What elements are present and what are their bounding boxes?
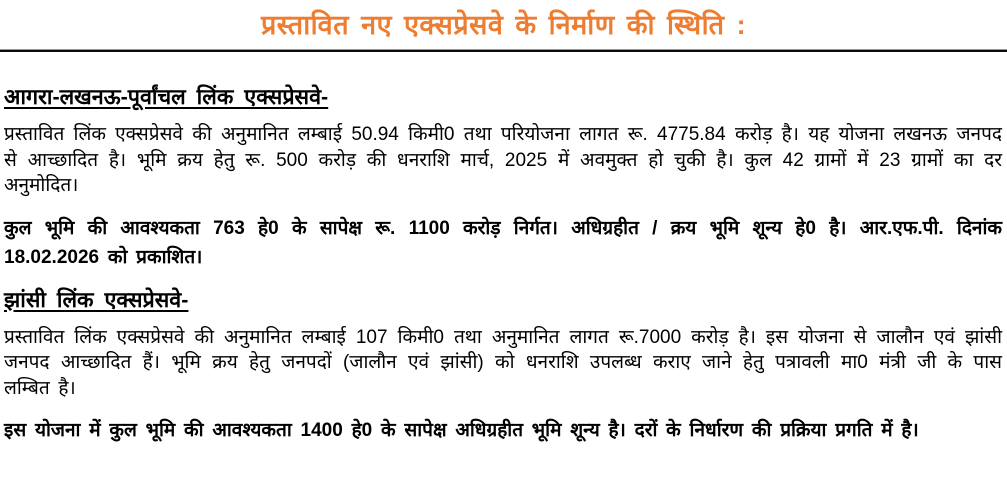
paragraph-land-requirement-bold: कुल भूमि की आवश्यकता 763 हे0 के सापेक्ष रू. 1100 करोड़ निर्गत। अधिग्रहीत / क्रय भूमि शून्य हे0 है। आर.एफ.पी. दिनांक 18.02.2026 को प्रकाशित। xyxy=(4,217,1002,268)
section-agra-lucknow-purvanchal-expressway xyxy=(4,82,1002,272)
section-jhansi-expressway xyxy=(4,285,1002,446)
paragraph-land-requirement-bold: इस योजना में कुल भूमि की आवश्यकता 1400 हे0 के सापेक्ष अधिग्रहीत भूमि शून्य है। दरों के निर्धारण की प्रक्रिया प्रगति में है। xyxy=(4,420,919,441)
paragraph-project-details: प्रस्तावित लिंक एक्सप्रेसवे की अनुमानित लम्बाई 107 किमी0 तथा अनुमानित लागत रू.7000 करोड़ है। इस योजना से जालौन एवं झांसी जनपद आच्छादित हैं। भूमि क्रय हेतु जनपदों (जालौन एवं झांसी) को धनराशि उपलब्ध कराए जाने हेतु पत्रावली मा0 मंत्री जी के पास लम्बित है। xyxy=(4,326,1002,399)
document-title: प्रस्तावित नए एक्सप्रेसवे के निर्माण की स्थिति : xyxy=(260,10,747,40)
section-heading-jhansi: झांसी लिंक एक्सप्रेसवे- xyxy=(4,287,189,312)
document-body xyxy=(0,82,1007,445)
section-heading-agra-lucknow-purvanchal: आगरा-लखनऊ-पूर्वांचल लिंक एक्सप्रेसवे- xyxy=(4,85,329,109)
title-divider xyxy=(0,49,1007,52)
paragraph-project-details: प्रस्तावित लिंक एक्सप्रेसवे की अनुमानित लम्बाई 50.94 किमी0 तथा परियोजना लागत रू. 4775.84 करोड़ है। यह योजना लखनऊ जनपद से आच्छादित है। भूमि क्रय हेतु रू. 500 करोड़ की धनराशि मार्च, 2025 में अवमुक्त हो चुकी है। कुल 42 ग्रामों में 23 ग्रामों का दर अनुमोदित। xyxy=(4,124,1002,196)
